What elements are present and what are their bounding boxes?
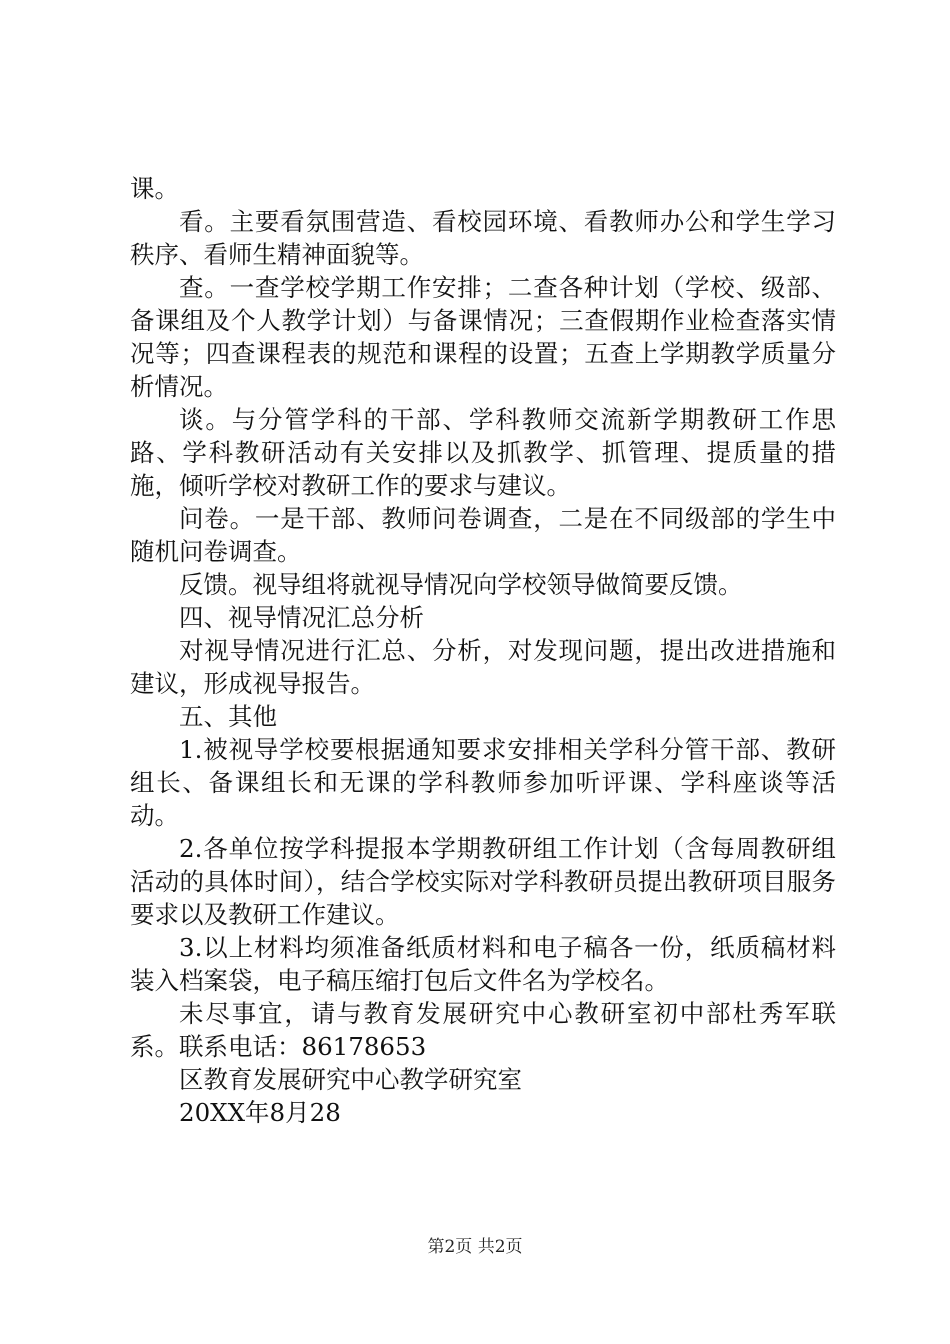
list-item-2: 2.各单位按学科提报本学期教研组工作计划（含每周教研组活动的具体时间），结合学校实际对学科教研员提出教研项目服务要求以及教研工作建议。 bbox=[130, 834, 836, 929]
paragraph-questionnaire: 问卷。一是干部、教师问卷调查，二是在不同级部的学生中随机问卷调查。 bbox=[130, 504, 836, 566]
paragraph-continuation: 课。 bbox=[130, 174, 179, 203]
signature-date: 20XX年8月28 bbox=[179, 1098, 341, 1127]
section-heading-four: 四、视导情况汇总分析 bbox=[179, 603, 424, 632]
section-heading-five: 五、其他 bbox=[179, 702, 277, 731]
list-item-3: 3.以上材料均须准备纸质材料和电子稿各一份，纸质稿材料装入档案袋，电子稿压缩打包后文件名为学校名。 bbox=[130, 933, 836, 995]
paragraph-feedback: 反馈。视导组将就视导情况向学校领导做简要反馈。 bbox=[179, 570, 743, 599]
signature-organization: 区教育发展研究中心教学研究室 bbox=[179, 1065, 522, 1094]
document-body bbox=[130, 172, 836, 1129]
list-item-1: 1.被视导学校要根据通知要求安排相关学科分管干部、教研组长、备课组长和无课的学科教师参加听评课、学科座谈等活动。 bbox=[130, 735, 836, 830]
paragraph-look: 看。主要看氛围营造、看校园环境、看教师办公和学生学习秩序、看师生精神面貌等。 bbox=[130, 207, 836, 269]
paragraph-contact: 未尽事宜，请与教育发展研究中心教研室初中部杜秀军联系。联系电话：86178653 bbox=[130, 999, 836, 1061]
paragraph-talk: 谈。与分管学科的干部、学科教师交流新学期教研工作思路、学科教研活动有关安排以及抓教学、抓管理、提质量的措施，倾听学校对教研工作的要求与建议。 bbox=[130, 405, 836, 500]
paragraph-summary: 对视导情况进行汇总、分析，对发现问题，提出改进措施和建议，形成视导报告。 bbox=[130, 636, 836, 698]
page-footer: 第2页 共2页 bbox=[427, 1237, 523, 1257]
paragraph-check: 查。一查学校学期工作安排；二查各种计划（学校、级部、备课组及个人教学计划）与备课情况；三查假期作业检查落实情况等；四查课程表的规范和课程的设置；五查上学期教学质量分析情况。 bbox=[130, 273, 836, 401]
